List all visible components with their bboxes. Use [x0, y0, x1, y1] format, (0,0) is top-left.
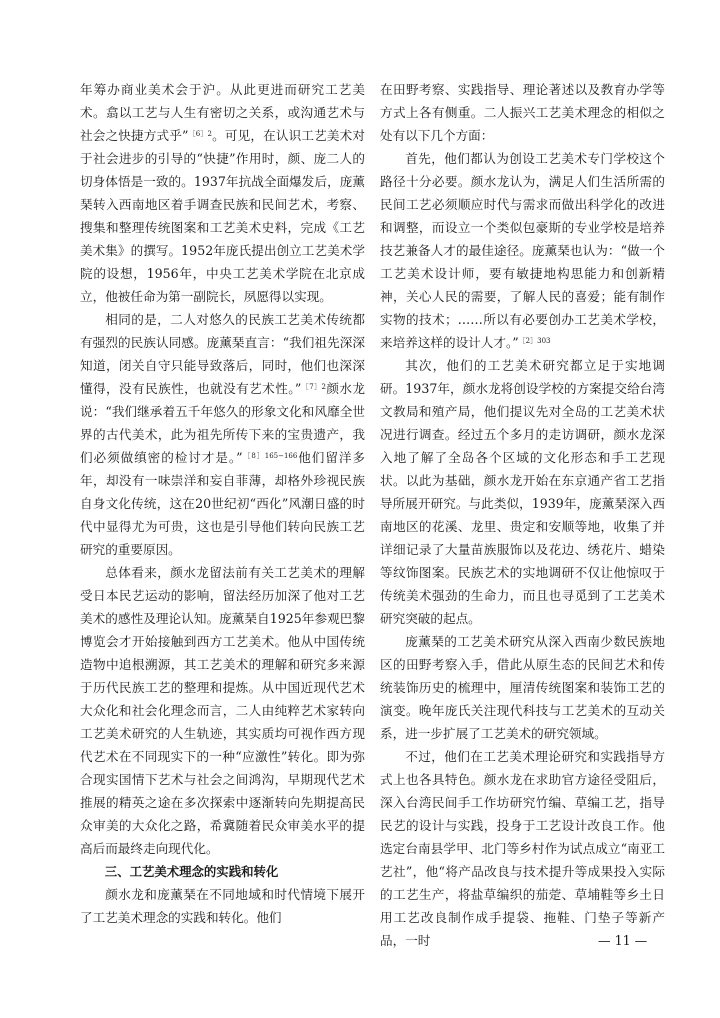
right-column — [380, 78, 665, 952]
paragraph: 总体看来，颜水龙留法前有关工艺美术的理解受日本民艺运动的影响，留法经历加深了他对工艺美术的感性及理论认知。庞薰琹自1925年参观巴黎博览会才开始接触到西方工艺美术。他从中国传统造物中追根溯源，其工艺美术的理解和研究多来源于历代民族工艺的整理和提炼。从中国近现代艺术大众化和社会化理念而言，二人由纯粹艺术家转向工艺美术研究的人生轨迹，其实质均可视作西方现代艺术在不同现实下的一种“应激性”转化。即为弥合现实国情下艺术与社会之间鸿沟，早期现代艺术推展的精英之途在多次探索中逐渐转向先期提高民众审美的大众化之路，希冀随着民众审美水平的提高后而最终走向现代化。 — [80, 565, 365, 856]
paragraph: 颜水龙和庞薰琹在不同地域和时代情境下展开了工艺美术理念的实践和转化。他们 — [80, 887, 365, 925]
citation: ［8］165−166 — [242, 452, 298, 461]
paragraph: 年筹办商业美术会于沪。从此更进而研究工艺美术。翕以工艺与人生有密切之关系，或沟通艺术与社会之快捷方式乎”$^{[6]2}$。可见，在认识工艺美术对于社会进步的引导的“快捷”作用时，颜、庞二人的切身体悟是一致的。1937年抗战全面爆发后，庞薰琹转入西南地区着手调查民族和民间艺术，考察、搜集和整理传统图案和工艺美术史料，完成《工艺美术集》的撰写。1952年庞氏提出创立工艺美术学院的设想，1956年，中央工艺美术学院在北京成立，他被任命为第一副院长，夙愿得以实现。 — [80, 82, 365, 304]
paragraph: 其次，他们的工艺美术研究都立足于实地调研。1937年，颜水龙将创设学校的方案提交给台湾文教局和殖产局，他们提议先对全岛的工艺美术状况进行调查。经过五个多月的走访调研，颜水龙深入地了解了全岛各个区域的文化形态和手工艺现状。以此为基础，颜水龙开始在东京通产省工艺指导所展开研究。与此类似，1939年，庞薰琹深入西南地区的花溪、龙里、贵定和安顺等地，收集了并详细记录了大量苗族服饰以及花边、绣花片、蜡染等纹饰图案。民族艺术的实地调研不仅让他惊叹于传统美术强劲的生命力，而且也寻觅到了工艺美术研究突破的起点。 — [380, 358, 665, 626]
citation: ［7］2 — [301, 383, 326, 392]
citation: ［6］2 — [188, 130, 212, 139]
left-column — [80, 78, 365, 929]
citation: ［2］303 — [518, 337, 551, 346]
section-heading: 三、工艺美术理念的实践和转化 — [104, 864, 279, 879]
page-number: — 11 — — [598, 933, 648, 948]
paragraph: 首先，他们都认为创设工艺美术专门学校这个路径十分必要。颜水龙认为，满足人们生活所需的民间工艺必须顺应时代与需求而做出科学化的改进和调整，而设立一个类似包豪斯的专业学校是培养技艺兼备人才的最佳途径。庞薰琹也认为：“做一个工艺美术设计师，要有敏捷地构思能力和创新精神，关心人民的需要，了解人民的喜爱；能有制作实物的技术；……所以有必要创办工艺美术学校，来培养这样的设计人才。”$^{[2]303}$ — [380, 151, 665, 350]
paragraph: 庞薰琹的工艺美术研究从深入西南少数民族地区的田野考察入手，借此从原生态的民间艺术和传统装饰历史的梳理中，厘清传统图案和装饰工艺的演变。晚年庞氏关注现代科技与工艺美术的互动关系，进一步扩展了工艺美术的研究领域。 — [380, 634, 665, 741]
paragraph: 不过，他们在工艺美术理论研究和实践指导方式上也各具特色。颜水龙在求助官方途径受阻后，深入台湾民间手工作坊研究竹编、草编工艺，指导民艺的设计与实践，投身于工艺设计改良工作。他选定台南县学甲、北门等乡村作为试点成立“南亚工艺社”，他“将产品改良与技术提升等成果投入实际的工艺生产，将盐草编织的茄萣、草埔鞋等乡土日用工艺改良制作成手提袋、拖鞋、门垫子等新产品，一时 — [380, 749, 665, 948]
paragraph: 在田野考察、实践指导、理论著述以及教育办学等方式上各有侧重。二人振兴工艺美术理念的相似之处有以下几个方面： — [380, 82, 665, 143]
paragraph: 相同的是，二人对悠久的民族工艺美术传统都有强烈的民族认同感。庞薰琹直言：“我们祖先深深知道，闭关自守只能导致落后，同时，他们也深深懂得，没有民族性，也就没有艺术性。”$^{[7]2}$颜水龙说：“我们继承着五千年悠久的形象文化和风靡全世界的古代美术，此为祖先所传下来的宝贵遗产，我们必须做缜密的检讨才是。”$^{[8]165-166}$他们留洋多年，却没有一味崇洋和妄自菲薄，却格外珍视民族自身文化传统，这在20世纪初“西化”风潮日盛的时代中显得尤为可贵，这也是引导他们转向民族工艺研究的重要原因。 — [80, 312, 366, 557]
